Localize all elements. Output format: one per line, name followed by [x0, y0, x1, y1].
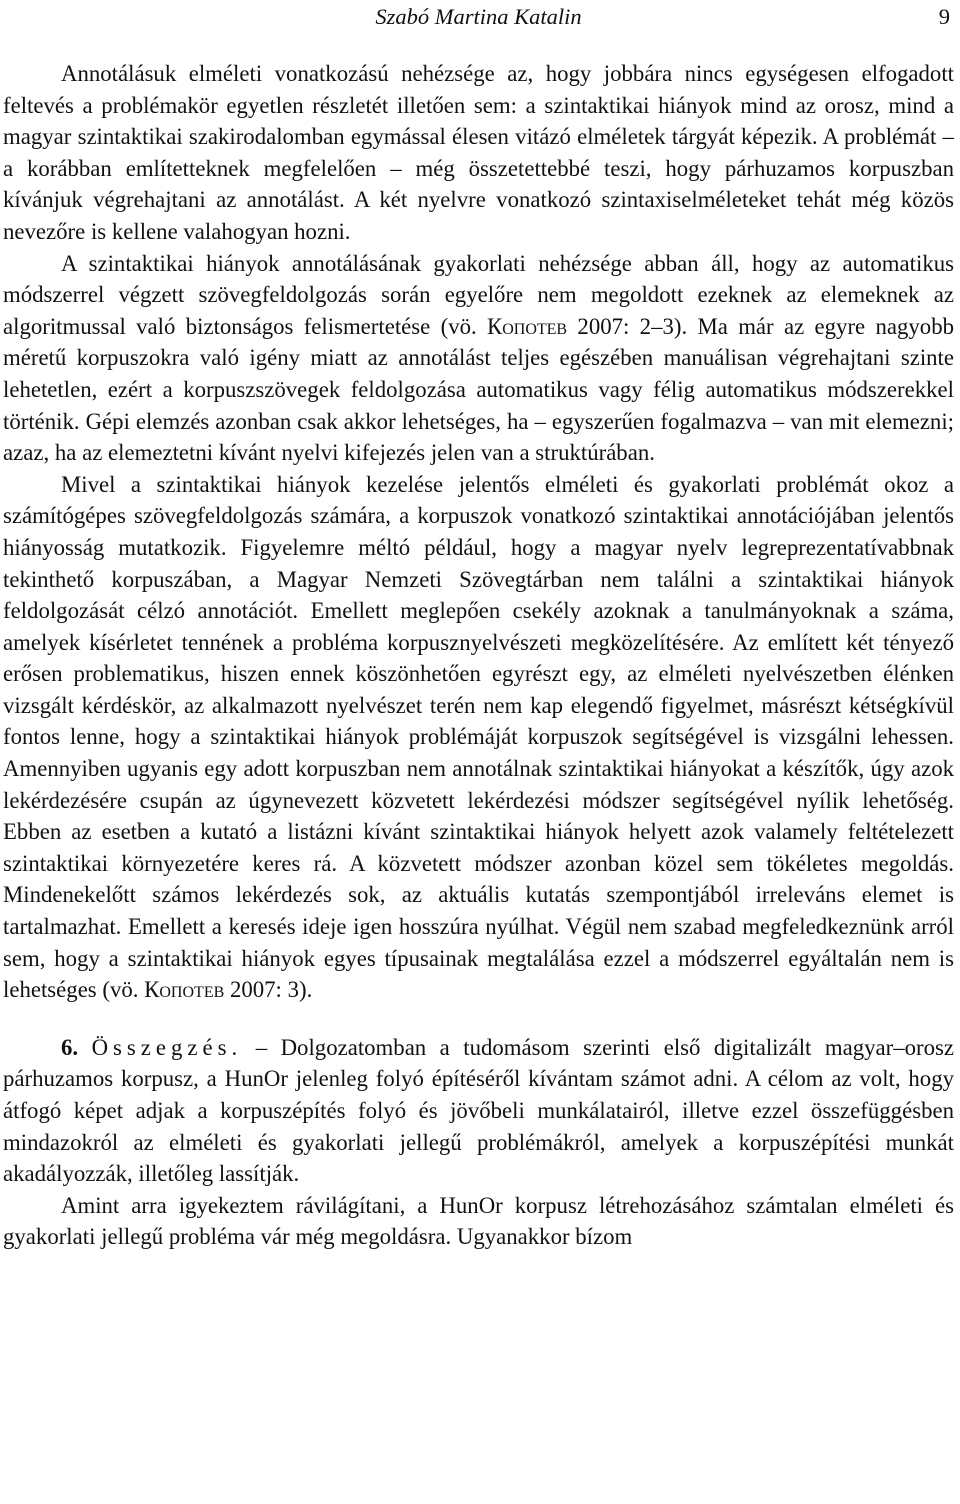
paragraph-summary [3, 1032, 954, 1190]
citation-kopotev: Копотев [144, 977, 225, 1003]
section-title: Összegzés. [91, 1034, 243, 1060]
citation-kopotev: Копотев [487, 313, 568, 339]
page-number: 9 [938, 4, 950, 29]
paragraph-3 [3, 469, 954, 1006]
section-number: 6. [61, 1034, 79, 1060]
paragraph-3-text-b: 2007: 3). [224, 977, 313, 1003]
body-text [3, 58, 954, 1253]
paragraph-2 [3, 248, 954, 469]
paragraph-2-text-b: 2007: 2–3). Ma már az egyre nagyobb méretű korpuszokra való igény miatt az annotálást teljes egészében manuálisan végrehajtani szinte lehetetlen, ezért a korpuszszövegek feldolgozása automatikus vagy félig automatikus módszerekkel történik. Gépi elemzés azonban csak akkor lehetséges, ha – egyszerűen fogalmazva – van mit elemezni; azaz, ha az elemeztetni kívánt nyelvi kifejezés jelen van a struktúrában. [3, 313, 954, 466]
section-gap [3, 1006, 954, 1032]
paragraph-2-text-a: A szintaktikai hiányok annotálásának gyakorlati nehézsége abban áll, hogy az automatikus módszerrel végzett szövegfeldolgozás során egyelőre nem megoldott ezeknek az elemeknek az algoritmussal való biztonságos felismertetése (vö. [3, 250, 954, 339]
paragraph-5: Amint arra igyekeztem rávilágítani, a HunOr korpusz létrehozásához számtalan elméleti és gyakorlati jellegű probléma vár még megoldásra. Ugyanakkor bízom [3, 1192, 954, 1250]
running-head [3, 0, 954, 34]
paragraph-summary-text: – Dolgozatomban a tudomásom szerinti első digitalizált magyar–orosz párhuzamos korpusz, a HunOr jelenleg folyó építéséről kívántam számot adni. A célom az volt, hogy átfogó képet adjak a korpuszépítés folyó és jövőbeli munkálatairól, illetve ezzel összefüggésben mindazokról az elméleti és gyakorlati jellegű problémákról, amelyek a korpuszépítési munkát akadályozzák, illetőleg lassítják. [3, 1034, 955, 1187]
paragraph-1: Annotálásuk elméleti vonatkozású nehézsége az, hogy jobbára nincs egységesen elfogadott feltevés a problémakör egyetlen részletét illetően sem: a szintaktikai hiányok mind az orosz, mind a magyar szintaktikai szakirodalomban egymással élesen vitázó elméletek tárgyát képezik. A problémát – a korábban említetteknek megfelelően – még összetettebbé teszi, hogy párhuzamos korpuszban kívánjuk végrehajtani az annotálást. A két nyelvre vonatkozó szintaxiselméleteket tehát még közös nevezőre is kellene valahogyan hozni. [3, 61, 954, 244]
running-head-author: Szabó Martina Katalin [375, 4, 582, 29]
paragraph-3-text-a: Mivel a szintaktikai hiányok kezelése jelentős elméleti és gyakorlati problémát okoz a számítógépes szövegfeldolgozás számára, a korpuszok vonatkozó szintaktikai annotációjában jelentős hiányosság mutatkozik. Figyelemre méltó például, hogy a magyar nyelv legreprezentatívabbnak tekinthető korpuszában, a Magyar Nemzeti Szövegtárban nem találni a szintaktikai hiányok feldolgozását célzó annotációt. Emellett meglepően csekély azoknak a tanulmányoknak a száma, amelyek kísérletet tennének a probléma korpusznyelvészeti megközelítésére. Az említett két tényező erősen problematikus, hiszen ennek köszönhetően egyrészt egy, az elméleti nyelvészetben élénken vizsgált kérdéskör, az alkalmazott nyelvészet terén nem kap elegendő figyelmet, másrészt kétségkívül fontos lenne, hogy a szintaktikai hiányok problémáját korpuszok segítségével is vizsgálni lehessen. Amennyiben ugyanis egy adott korpuszban nem annotálnak szintaktikai hiányokat a készítők, úgy azok lekérdezésére csupán az úgynevezett közvetett lekérdezési módszer segítségével nyílik lehetőség. Ebben az esetben a kutató a listázni kívánt szintaktikai hiányok helyett azok valamely feltételezett szintaktikai környezetére keres rá. A közvetett módszer azonban közel sem tökéletes megoldás. Mindenekelőtt számos lekérdezés sok, az aktuális kutatás szempontjából irreleváns elemet is tartalmazhat. Emellett a keresés ideje igen hosszúra nyúlhat. Végül nem szabad megfeledkeznünk arról sem, hogy a szintaktikai hiányok egyes típusainak megtalálása ezzel a módszerrel egyáltalán nem is lehetséges (vö. [3, 471, 954, 1003]
